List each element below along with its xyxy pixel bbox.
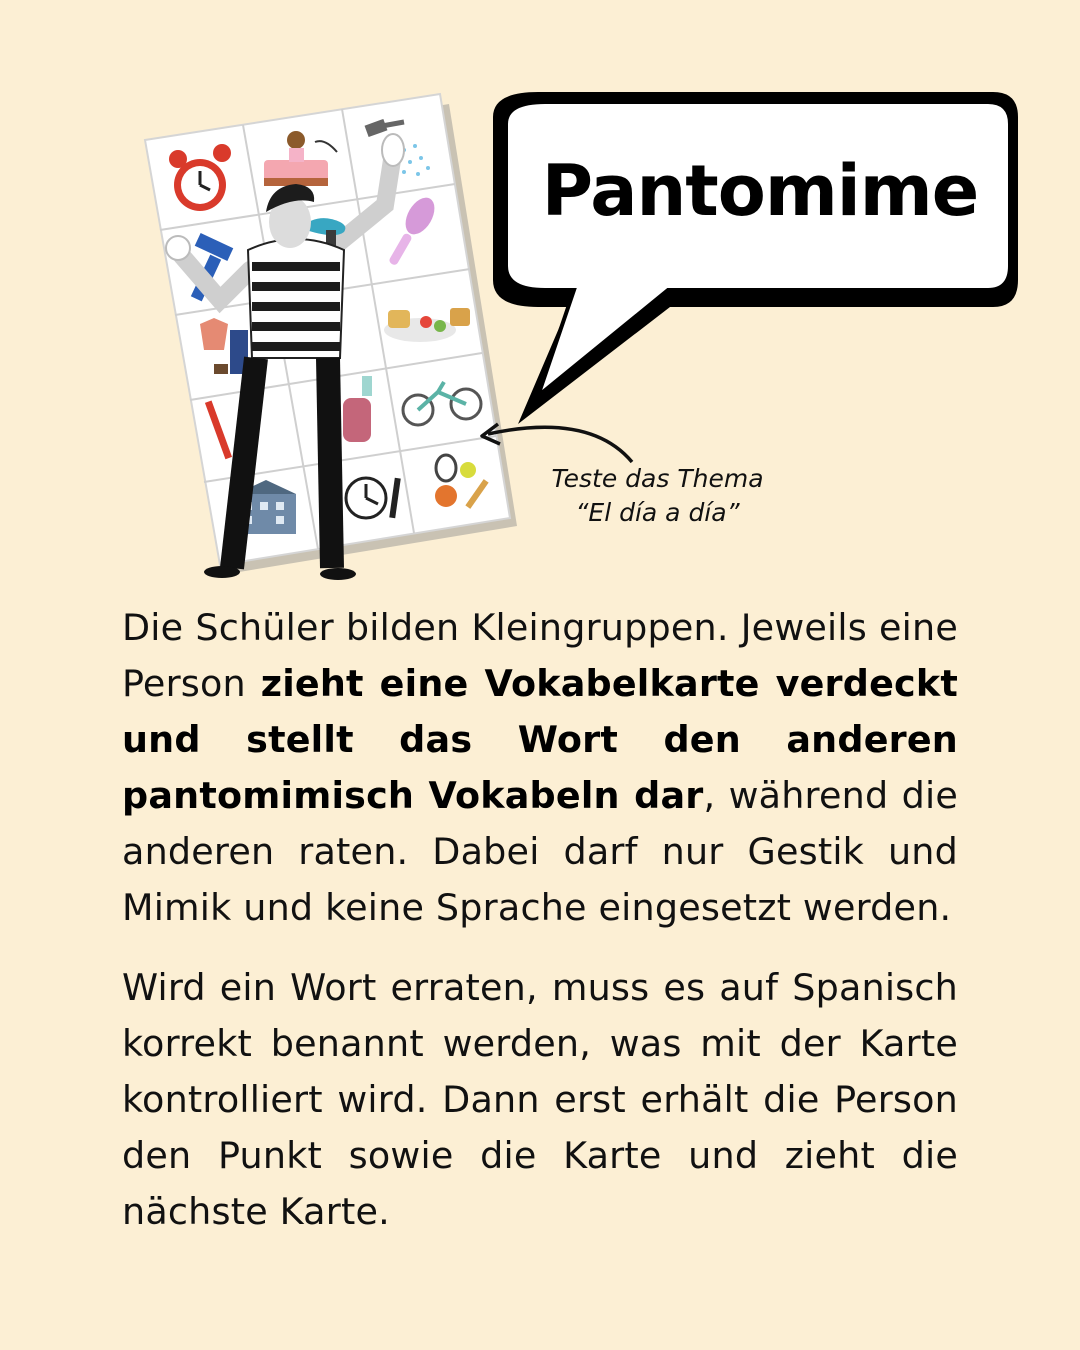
instructions — [122, 600, 958, 1240]
caption-line-2: “El día a día” — [575, 498, 740, 527]
paragraph-1 — [122, 600, 958, 936]
paragraph-1-intro: Die Schüler bilden Kleingruppen. Jeweils eine Person — [122, 606, 958, 705]
speech-bubble — [493, 92, 1018, 424]
paragraph-1-rest: , während die anderen raten. Dabei darf nur Gestik und Mimik und keine Sprache eingesetzt werden. — [122, 774, 958, 929]
paragraph-1-emphasis: zieht eine Vokabelkarte verdeckt und stellt das Wort den anderen pantomimisch Vokabeln dar — [122, 662, 959, 817]
bubble-title: Pantomime — [541, 150, 979, 232]
paragraph-2: Wird ein Wort erraten, muss es auf Spanisch korrekt benannt werden, was mit der Karte kontrolliert wird. Dann erst erhält die Person den Punkt sowie die Karte und zieht die nächste Karte. — [122, 966, 958, 1233]
caption — [520, 462, 795, 530]
caption-line-1: Teste das Thema — [551, 464, 764, 493]
